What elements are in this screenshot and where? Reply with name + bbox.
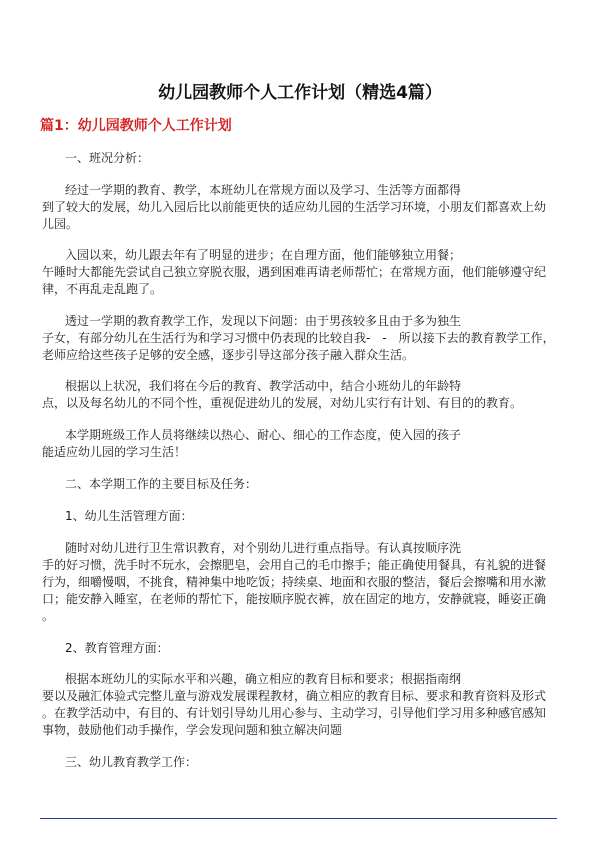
paragraph-line: 子女，有部分幼儿在生活行为和学习习惯中仍表现的比较自我- - 所以接下去的教育教学工作，: [42, 331, 555, 345]
paragraph-line: 三、幼儿教育教学工作：: [65, 755, 198, 769]
paragraph-line: 根据以上状况，我们将在今后的教育、教学活动中，结合小班幼儿的年龄特: [65, 379, 462, 393]
paragraph-line: 根据本班幼儿的实际水平和兴趣，确立相应的教育目标和要求；根据指南纲: [65, 672, 462, 686]
paragraph-line: 律，不再乱走乱跑了。: [42, 282, 163, 296]
paragraph-line: 透过一学期的教育教学工作，发现以下问题：由于男孩较多且由于多为独生: [65, 314, 462, 328]
paragraph-line: 手的好习惯，洗手时不玩水，会擦肥皂，会用自己的毛巾擦手；能正确使用餐具，有礼貌的进餐: [42, 558, 547, 572]
section-heading: 篇1：幼儿园教师个人工作计划: [40, 118, 232, 134]
paragraph-line: 一、班况分析：: [65, 151, 150, 165]
paragraph-line: 经过一学期的教育、教学，本班幼儿在常规方面以及学习、生活等方面都得: [65, 183, 462, 197]
paragraph-line: 儿园。: [42, 217, 79, 231]
paragraph-line: 本学期班级工作人员将继续以热心、耐心、细心的工作态度，使入园的孩子: [65, 428, 462, 442]
document-title: 幼儿园教师个人工作计划（精选4篇）: [158, 83, 442, 103]
paragraph-line: 入园以来，幼儿跟去年有了明显的进步；在自理方面，他们能够独立用餐；: [65, 248, 462, 262]
paragraph-line: 二、本学期工作的主要目标及任务：: [65, 477, 258, 491]
paragraph-line: 1、幼儿生活管理方面：: [65, 509, 193, 523]
paragraph-line: 2、教育管理方面：: [65, 641, 169, 655]
footer-divider: [40, 818, 557, 819]
paragraph-line: 。在教学活动中，有目的、有计划引导幼儿用心参与、主动学习，引导他们学习用多种感官感知: [42, 706, 547, 720]
paragraph-line: 随时对幼儿进行卫生常识教育，对个别幼儿进行重点指导。有认真按顺序洗: [65, 541, 462, 555]
paragraph-line: 点，以及每名幼儿的不同个性，重视促进幼儿的发展，对幼儿实行有计划、有目的的教育。: [42, 396, 523, 410]
paragraph-line: 事物，鼓励他们动手操作，学会发现问题和独立解决问题: [42, 723, 343, 737]
paragraph-line: 。: [42, 609, 55, 623]
paragraph-line: 到了较大的发展，幼儿入园后比以前能更快的适应幼儿园的生活学习环境，小朋友们都喜欢上幼: [42, 200, 547, 214]
paragraph-line: 能适应幼儿园的学习生活！: [42, 445, 187, 459]
paragraph-line: 午睡时大都能先尝试自己独立穿脱衣服，遇到困难再请老师帮忙；在常规方面，他们能够遵守纪: [42, 265, 547, 279]
paragraph-line: 要以及融汇体验式完整儿童与游戏发展课程教材，确立相应的教育目标、要求和教育资料及形式: [42, 689, 547, 703]
paragraph-line: 口；能安静入睡室，在老师的帮忙下，能按顺序脱衣裤，放在固定的地方，安静就寝，睡姿正确: [42, 592, 547, 606]
paragraph-line: 老师应给这些孩子足够的安全感，逐步引导这部分孩子融入群众生活。: [42, 348, 415, 362]
paragraph-line: 行为，细嚼慢咽，不挑食，精神集中地吃饭；持续桌、地面和衣服的整洁，餐后会擦嘴和用水漱: [42, 575, 547, 589]
